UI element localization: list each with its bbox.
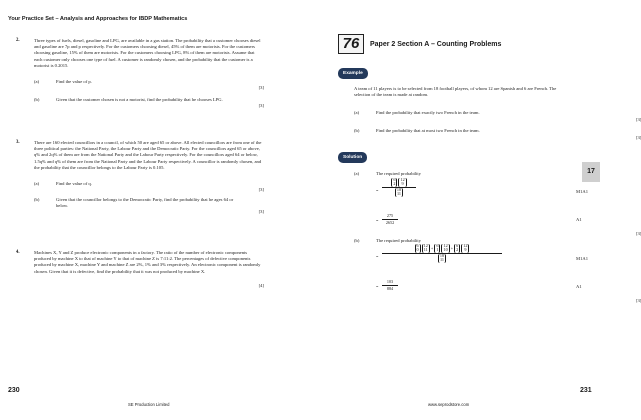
- example-label: Example: [338, 68, 368, 79]
- section-number-box: 76: [338, 34, 364, 54]
- part-label: (a): [34, 79, 40, 85]
- question-stem: Three types of fuels, diesel, gasoline and LPG, are available in a gas station. The probability that a customer chooses diesel and gasoline are 7p and p respectively. For the customers choosing diesel, 45% of them are motorists. For the customers choosing gasoline, 15% of them are motorists. For the customers choosing LPG, 8% of them are motorists. Assume that each customer only chooses one type of fuel. A customer is randomly chosen, and the probability that the customer is a motorist is 0.2015.: [34, 38, 261, 68]
- fraction: [382, 244, 502, 263]
- part-label: (b): [34, 197, 40, 203]
- question-part: [34, 79, 264, 91]
- binomial: 18 11: [396, 186, 402, 197]
- question-part: [34, 181, 264, 193]
- part-label: (b): [354, 128, 360, 133]
- result-fraction: [382, 213, 398, 226]
- part-text: Given that the councillor belongs to the Democratic Party, find the probability that he ages 64 or below.: [56, 197, 234, 209]
- part-marks: [3]: [636, 298, 641, 303]
- left-page: [0, 0, 300, 420]
- part-text: Find the value of q.: [56, 181, 92, 187]
- binomial: 6 0: [416, 243, 419, 253]
- question-3: [16, 140, 264, 215]
- running-head: Your Practice Set – Analysis and Approaches for IBDP Mathematics: [8, 16, 188, 22]
- part-label: (b): [354, 238, 360, 243]
- solution-label: Solution: [338, 152, 367, 163]
- result-numerator: 103: [386, 279, 394, 284]
- footer-text: SE Production Limited: [128, 402, 170, 407]
- accuracy-mark: A1: [576, 217, 582, 222]
- part-marks: [3]: [258, 103, 264, 109]
- part-text: Find the probability that at most two French in the team.: [376, 128, 480, 133]
- solution-text: The required probability: [376, 238, 421, 243]
- result-numerator: 275: [386, 213, 394, 218]
- part-marks: [3]: [258, 209, 264, 215]
- binomial: 6 2: [456, 243, 459, 253]
- fraction-numerator: 6 0 12 11 + 6 1 12 10 + 6 2 12 9: [416, 243, 468, 253]
- question-2: [16, 38, 264, 109]
- part-label: (a): [354, 110, 360, 115]
- accuracy-mark: A1: [576, 284, 582, 289]
- question-stem: There are 160 elected councillors in a council, of which 50 are aged 65 or above. All elected councillors are from one of the three political parties: the National Party, the Labour Party and the Democratic Party. For the councillors aged 65 or above, q% and 2q% of them are from the National Party and the Labour Party respectively. For the councillors aged 64 or below, 1.5q% and q% of them are from the National Party and the Labour Party respectively. A councillor is randomly chosen, and the probability that the councillor belongs to the Labour Party is 0.105.: [34, 140, 262, 170]
- binomial: 12 11: [423, 243, 428, 253]
- page-number: 230: [8, 387, 20, 394]
- equals-sign: =: [376, 218, 379, 223]
- section-title: Paper 2 Section A – Counting Problems: [370, 41, 502, 48]
- part-label: (a): [354, 171, 360, 176]
- result-denominator: 884: [386, 286, 394, 291]
- solution-text: The required probability: [376, 171, 421, 176]
- right-page: [300, 0, 641, 420]
- question-number: 4.: [16, 250, 20, 255]
- equals-sign: =: [376, 254, 379, 259]
- binomial: 18 11: [439, 252, 445, 263]
- part-marks: [3]: [636, 117, 641, 122]
- example-text: A team of 11 players is to be selected from 18 football players, of whom 12 are Spanish and 6 are French. The selection of the team is made at random.: [354, 86, 557, 98]
- fraction-numerator: [382, 178, 416, 187]
- result-fraction: [382, 279, 398, 292]
- binomial: 6 1: [436, 243, 439, 253]
- part-text: Given that the customer chosen is not a motorist, find the probability that he chooses LPG.: [56, 97, 223, 103]
- equals-sign: =: [376, 284, 379, 289]
- chapter-tab: 17: [582, 162, 600, 182]
- footer-text: www.seprodstore.com: [428, 402, 470, 407]
- binomial: 12 9: [463, 243, 468, 253]
- part-text: Find the value of p.: [56, 79, 92, 85]
- result-denominator: 2652: [385, 220, 395, 225]
- question-marks: [4]: [258, 282, 264, 288]
- question-stem: Machines X, Y and Z produce electronic components in a factory. The ratio of the number of electronic components produced by machine X to that of machine Y to that of machine Z is 7:11:2. The percentages of defective components produced by machine X, machine Y and machine Z are 2%, 1% and 3% respectively. An electronic component is randomly chosen. Given that it is defective, find the probability that it was not produced by machine X.: [34, 250, 261, 274]
- part-label: (b): [34, 97, 40, 103]
- question-part: [34, 197, 264, 215]
- part-text: Find the probability that exactly two French in the team.: [376, 110, 480, 115]
- question-4: [16, 250, 264, 291]
- method-mark: M1A1: [576, 256, 588, 261]
- part-marks: [3]: [258, 85, 264, 91]
- equals-sign: =: [376, 188, 379, 193]
- fraction-denominator: [382, 254, 502, 263]
- fraction: [382, 178, 416, 197]
- binomial: 6 2: [393, 177, 396, 187]
- question-number: 2.: [16, 38, 20, 43]
- binomial: 12 10: [443, 243, 448, 253]
- part-label: (a): [34, 181, 40, 187]
- question-part: [34, 97, 264, 109]
- fraction-denominator: [382, 188, 416, 197]
- part-marks: [3]: [258, 187, 264, 193]
- method-mark: M1A1: [576, 189, 588, 194]
- part-marks: [3]: [636, 135, 641, 140]
- binomial: 12 9: [400, 177, 405, 187]
- page-number: 231: [580, 387, 592, 394]
- question-number: 3.: [16, 140, 20, 145]
- part-marks: [3]: [636, 231, 641, 236]
